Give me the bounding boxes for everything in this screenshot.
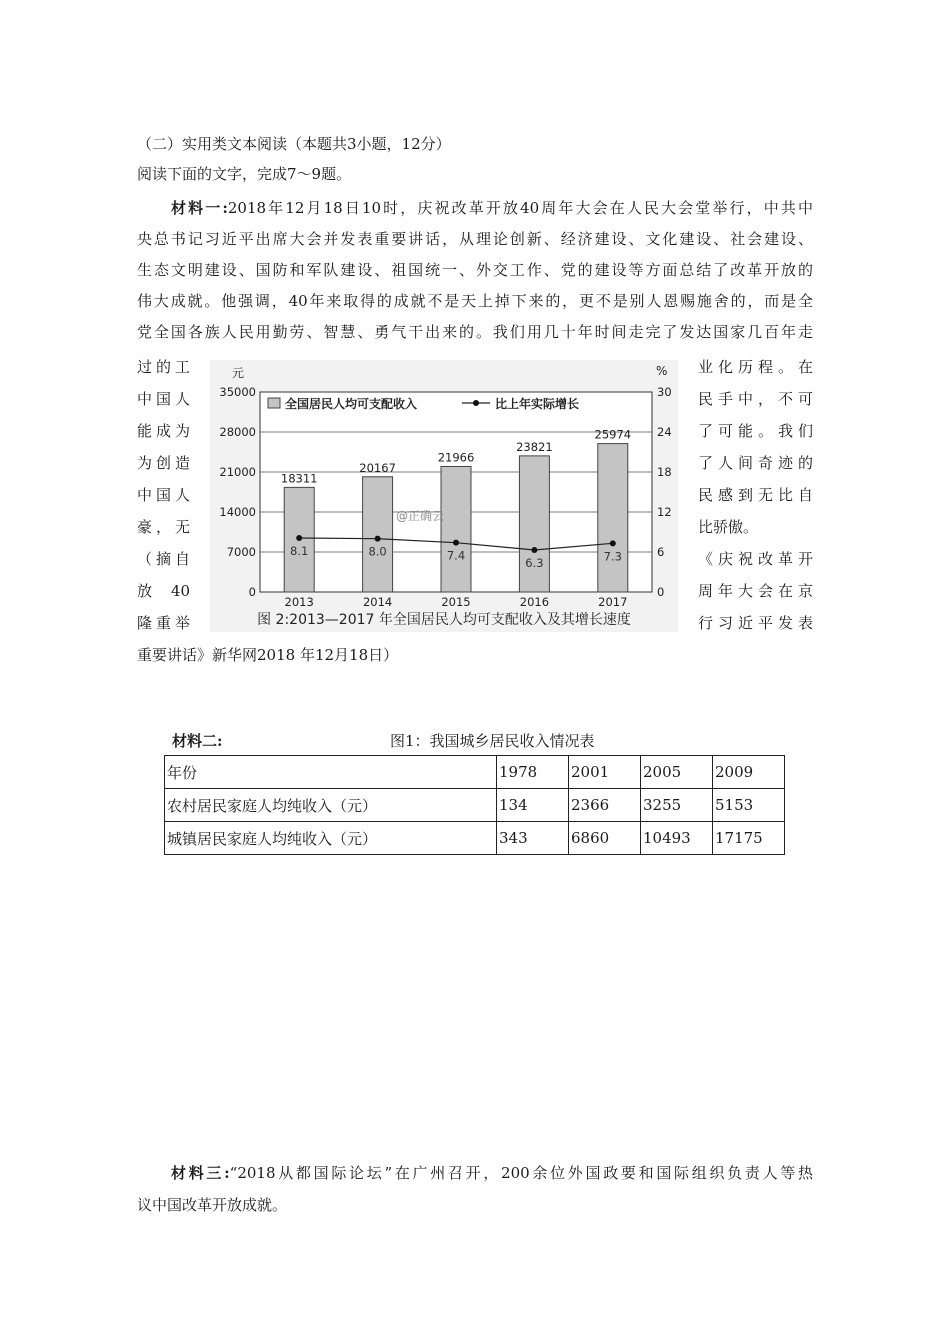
wrap-right-1: 业化历程。在 bbox=[698, 358, 813, 376]
legend-bar-label: 全国居民人均可支配收入 bbox=[285, 397, 418, 411]
right-tick-label: 30 bbox=[657, 385, 672, 399]
right-tick-label: 18 bbox=[657, 465, 672, 479]
table-cell: 农村居民家庭人均纯收入（元） bbox=[165, 789, 497, 822]
wrap-right-3: 了可能。我们 bbox=[698, 422, 813, 440]
growth-point bbox=[610, 540, 616, 546]
left-tick-label: 21000 bbox=[219, 465, 256, 479]
growth-value-label: 8.1 bbox=[290, 544, 309, 558]
legend-bar-swatch bbox=[268, 398, 280, 408]
chart-caption: 图 2:2013—2017 年全国居民人均可支配收入及其增长速度 bbox=[257, 612, 631, 628]
income-bar bbox=[598, 444, 628, 592]
left-tick-label: 7000 bbox=[226, 545, 256, 559]
table-cell: 3255 bbox=[641, 789, 713, 822]
wrap-right-2: 民手中，不可 bbox=[698, 390, 813, 408]
wrap-right-4: 了人间奇迹的 bbox=[698, 454, 813, 472]
wrap-left-5: 中国人 bbox=[137, 486, 190, 504]
x-tick-label: 2017 bbox=[598, 595, 628, 609]
left-axis-unit: 元 bbox=[232, 366, 245, 380]
bar-value-label: 20167 bbox=[359, 460, 396, 475]
left-tick-label: 28000 bbox=[219, 425, 256, 439]
wrap-right-9: 行习近平发表 bbox=[698, 614, 813, 632]
bar-value-label: 18311 bbox=[280, 471, 318, 486]
growth-point bbox=[296, 535, 302, 541]
wrap-right-5: 民感到无比自 bbox=[698, 486, 813, 504]
x-tick-label: 2014 bbox=[362, 595, 393, 609]
left-tick-label: 35000 bbox=[219, 385, 256, 399]
table-caption: 图1：我国城乡居民收入情况表 bbox=[390, 732, 595, 750]
material3-line-2: 议中国改革开放成就。 bbox=[137, 1196, 288, 1214]
bar-value-label: 25974 bbox=[594, 427, 632, 442]
wrap-left-1: 过的工 bbox=[137, 358, 190, 376]
income-bar bbox=[441, 466, 471, 592]
table-cell: 10493 bbox=[641, 822, 713, 855]
income-chart bbox=[210, 360, 678, 632]
table-cell: 6860 bbox=[569, 822, 641, 855]
right-tick-label: 24 bbox=[657, 425, 672, 439]
table-cell: 17175 bbox=[713, 822, 785, 855]
right-axis-unit: % bbox=[656, 364, 668, 378]
table-cell: 年份 bbox=[165, 756, 497, 789]
watermark-text: @正确云 bbox=[395, 509, 445, 523]
legend-line-label: 比上年实际增长 bbox=[495, 397, 580, 411]
right-tick-label: 0 bbox=[657, 585, 665, 599]
growth-point bbox=[531, 547, 537, 553]
material1-line-4: 伟大成就。他强调，40年来取得的成就不是天上掉下来的，更不是别人恩赐施舍的，而是全 bbox=[137, 292, 813, 310]
table-cell: 2009 bbox=[713, 756, 785, 789]
x-tick-label: 2013 bbox=[284, 595, 314, 609]
material1-line-2: 央总书记习近平出席大会并发表重要讲话，从理论创新、经济建设、文化建设、社会建设、 bbox=[137, 230, 813, 248]
instruction-text: 阅读下面的文字，完成7～9题。 bbox=[137, 165, 352, 183]
wrap-left-8: 放 40 bbox=[137, 582, 190, 600]
table-header-row bbox=[165, 756, 785, 789]
table-cell: 343 bbox=[497, 822, 569, 855]
table-cell: 134 bbox=[497, 789, 569, 822]
table-cell: 2366 bbox=[569, 789, 641, 822]
table-row bbox=[165, 789, 785, 822]
material2-label: 材料二: bbox=[172, 732, 223, 750]
wrap-left-9: 隆重举 bbox=[137, 614, 190, 632]
left-tick-label: 14000 bbox=[219, 505, 256, 519]
table-cell: 2005 bbox=[641, 756, 713, 789]
income-table bbox=[164, 755, 785, 855]
table-cell: 1978 bbox=[497, 756, 569, 789]
x-tick-label: 2015 bbox=[441, 595, 471, 609]
x-tick-label: 2016 bbox=[519, 595, 550, 609]
material1-line-5: 党全国各族人民用勤劳、智慧、勇气干出来的。我们用几十年时间走完了发达国家几百年走 bbox=[137, 323, 813, 341]
section-heading: （二）实用类文本阅读（本题共3小题，12分） bbox=[137, 135, 451, 153]
left-tick-label: 0 bbox=[248, 585, 256, 599]
growth-value-label: 7.4 bbox=[446, 548, 466, 563]
income-bar bbox=[519, 456, 549, 592]
growth-value-label: 7.3 bbox=[603, 549, 622, 564]
wrap-left-3: 能成为 bbox=[137, 422, 190, 440]
bar-value-label: 21966 bbox=[437, 450, 475, 465]
income-bar bbox=[363, 477, 393, 592]
material1-source-tail: 重要讲话》新华网2018 年12月18日） bbox=[137, 646, 399, 664]
material1-label: 材料一: bbox=[171, 199, 228, 217]
wrap-left-7: （摘自 bbox=[137, 550, 190, 568]
wrap-right-7: 《庆祝改革开 bbox=[698, 550, 813, 568]
bar-value-label: 23821 bbox=[516, 439, 553, 454]
wrap-right-8: 周年大会在京 bbox=[698, 582, 813, 600]
wrap-right-6: 比骄傲。 bbox=[698, 518, 759, 536]
wrap-left-6: 豪，无 bbox=[137, 518, 190, 536]
table-cell: 城镇居民家庭人均纯收入（元） bbox=[165, 822, 497, 855]
growth-point bbox=[375, 536, 381, 542]
right-tick-label: 6 bbox=[657, 545, 665, 559]
material1-line-1: 材料一:2018年12月18日10时，庆祝改革开放40周年大会在人民大会堂举行，中共中 bbox=[171, 199, 813, 217]
right-tick-label: 12 bbox=[657, 505, 672, 519]
growth-value-label: 6.3 bbox=[525, 556, 544, 570]
table-cell: 2001 bbox=[569, 756, 641, 789]
wrap-left-4: 为创造 bbox=[137, 454, 190, 472]
table-cell: 5153 bbox=[713, 789, 785, 822]
table-row bbox=[165, 822, 785, 855]
wrap-left-2: 中国人 bbox=[137, 390, 190, 408]
material3-line-1: 材料三:“2018从都国际论坛”在广州召开，200余位外国政要和国际组织负责人等热 bbox=[171, 1164, 813, 1182]
legend-line-marker bbox=[473, 400, 479, 406]
material3-label: 材料三: bbox=[171, 1164, 230, 1182]
growth-value-label: 8.0 bbox=[368, 544, 387, 559]
material1-line-3: 生态文明建设、国防和军队建设、祖国统一、外交工作、党的建设等方面总结了改革开放的 bbox=[137, 261, 813, 279]
income-chart-svg bbox=[210, 360, 678, 632]
growth-point bbox=[453, 540, 459, 546]
